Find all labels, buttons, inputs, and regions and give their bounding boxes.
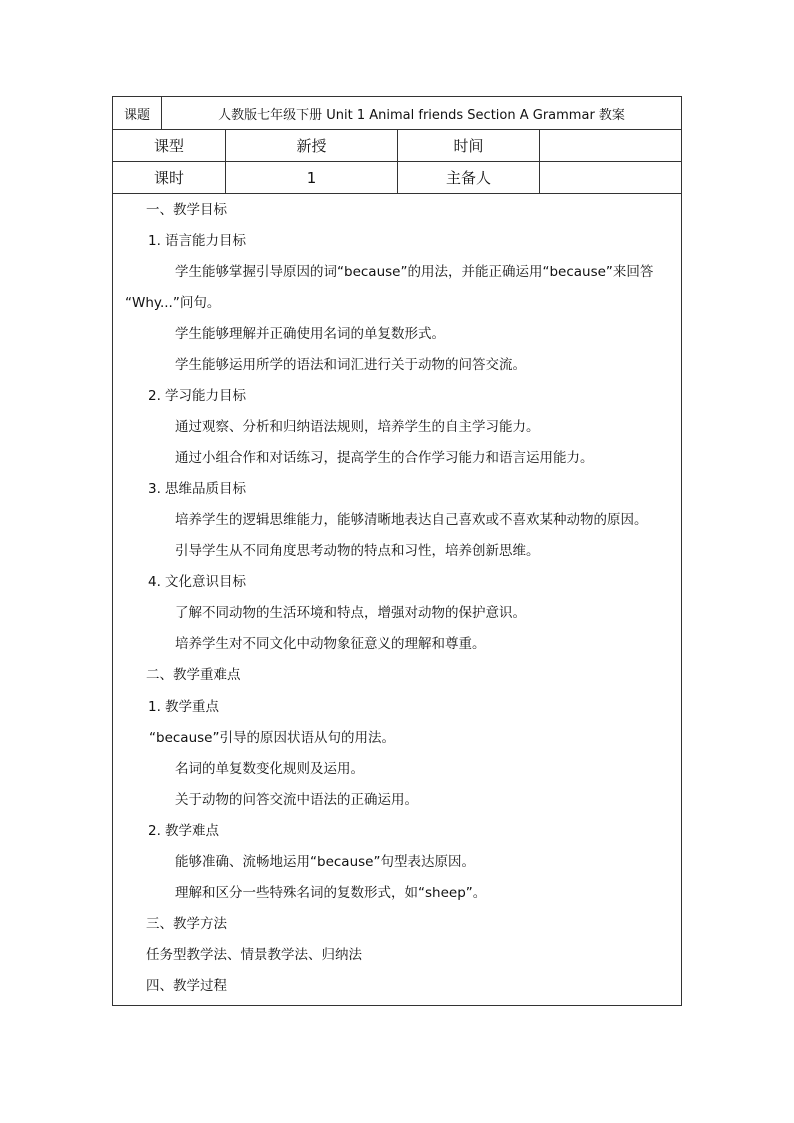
topic-row <box>113 97 682 130</box>
subsection-heading <box>148 479 246 499</box>
paragraph-line: 学生能够理解并正确使用名词的单复数形式。 <box>175 326 445 342</box>
list-number: 2. <box>148 388 161 404</box>
paragraph-line: 培养学生对不同文化中动物象征意义的理解和尊重。 <box>175 636 486 652</box>
paragraph-line: 能够准确、流畅地运用“because”句型表达原因。 <box>175 854 475 870</box>
list-number: 3. <box>148 481 161 497</box>
type-value: 新授 <box>226 130 398 162</box>
lesson-plan-table <box>112 96 682 1006</box>
paragraph-line: 了解不同动物的生活环境和特点，增强对动物的保护意识。 <box>175 605 526 621</box>
subsection-title: 学习能力目标 <box>165 388 246 404</box>
paragraph-line: 通过观察、分析和归纳语法规则，培养学生的自主学习能力。 <box>175 419 540 435</box>
subsection-title: 文化意识目标 <box>165 574 246 590</box>
period-row <box>113 162 682 194</box>
subsection-heading <box>148 697 219 717</box>
topic-label: 课题 <box>113 97 162 130</box>
topic-value: 人教版七年级下册 Unit 1 Animal friends Section A Grammar 教案 <box>162 97 682 130</box>
subsection-title: 思维品质目标 <box>165 481 246 497</box>
content-cell <box>113 194 682 1006</box>
content-body <box>113 194 681 1005</box>
subsection-title: 语言能力目标 <box>165 233 246 249</box>
paragraph-line: 培养学生的逻辑思维能力，能够清晰地表达自己喜欢或不喜欢某种动物的原因。 <box>175 512 648 528</box>
paragraph-line: 名词的单复数变化规则及运用。 <box>175 761 364 777</box>
preparer-value <box>540 162 682 194</box>
time-label: 时间 <box>398 130 540 162</box>
period-value: 1 <box>226 162 398 194</box>
section-heading: 三、教学方法 <box>146 916 227 932</box>
list-number: 1. <box>148 699 161 715</box>
subsection-title: 教学重点 <box>165 699 219 715</box>
type-row <box>113 130 682 162</box>
subsection-heading <box>148 572 246 592</box>
list-number: 2. <box>148 823 161 839</box>
paragraph-line: 引导学生从不同角度思考动物的特点和习性，培养创新思维。 <box>175 543 540 559</box>
paragraph-line: 学生能够运用所学的语法和词汇进行关于动物的问答交流。 <box>175 357 526 373</box>
subsection-heading <box>148 821 219 841</box>
period-label: 课时 <box>113 162 226 194</box>
content-row <box>113 194 682 1006</box>
time-value <box>540 130 682 162</box>
paragraph-line: 任务型教学法、情景教学法、归纳法 <box>146 947 362 963</box>
section-heading: 四、教学过程 <box>146 978 227 994</box>
subsection-heading <box>148 231 246 251</box>
list-number: 1. <box>148 233 161 249</box>
list-number: 4. <box>148 574 161 590</box>
paragraph-line: 通过小组合作和对话练习，提高学生的合作学习能力和语言运用能力。 <box>175 450 594 466</box>
section-heading: 一、教学目标 <box>146 202 227 218</box>
paragraph-line: “because”引导的原因状语从句的用法。 <box>149 730 395 746</box>
preparer-label: 主备人 <box>398 162 540 194</box>
paragraph-line: 学生能够掌握引导原因的词“because”的用法，并能正确运用“because”来回答 <box>175 264 654 280</box>
paragraph-line: “Why...”问句。 <box>125 295 221 311</box>
type-label: 课型 <box>113 130 226 162</box>
paragraph-line: 关于动物的问答交流中语法的正确运用。 <box>175 792 418 808</box>
paragraph-line: 理解和区分一些特殊名词的复数形式，如“sheep”。 <box>175 885 487 901</box>
subsection-heading <box>148 386 246 406</box>
section-heading: 二、教学重难点 <box>146 667 241 683</box>
subsection-title: 教学难点 <box>165 823 219 839</box>
